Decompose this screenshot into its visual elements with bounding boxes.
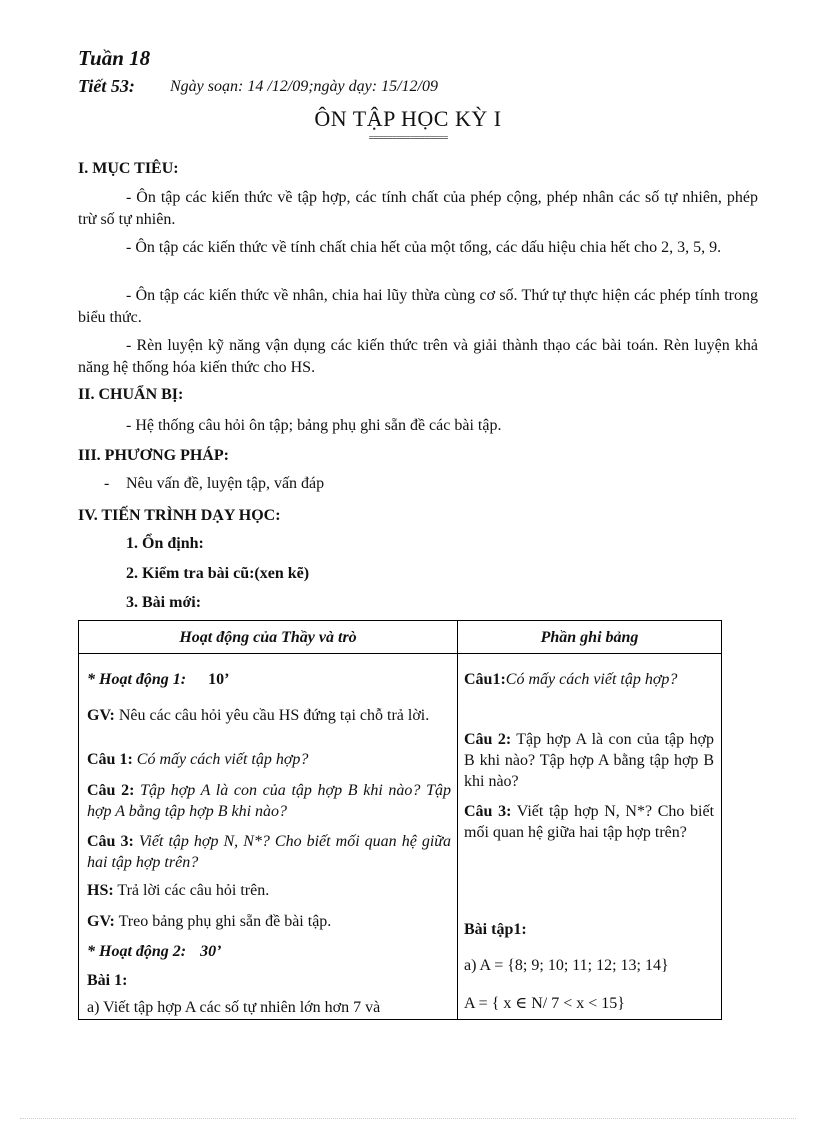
objective-item: - Ôn tập các kiến thức về tập hợp, các tính chất của phép cộng, phép nhân các số tự nhiên, phép trừ số tự nhiên.	[78, 189, 758, 228]
title-underline: =================	[368, 133, 448, 144]
question-text: Viết tập hợp N, N*? Cho biết mối quan hệ giữa hai tập hợp trên?	[87, 833, 451, 871]
activity-2-line	[87, 941, 451, 962]
question-label: Câu 3:	[464, 803, 512, 820]
teacher-instruction-2	[87, 911, 451, 932]
bai1-label: Bài 1:	[87, 972, 128, 989]
lesson-table	[78, 620, 722, 1020]
gv-text: Treo bảng phụ ghi sẵn đề bài tập.	[118, 913, 332, 930]
question-label: Câu 2:	[87, 782, 135, 799]
exercise-1-part-a: a) Viết tập hợp A các số tự nhiên lớn hơn 7 và	[87, 999, 381, 1016]
gv-label: GV:	[87, 707, 115, 724]
step-stabilize: 1. Ổn định:	[126, 535, 204, 552]
question-label: Câu1:	[464, 671, 506, 688]
activity-2-label: * Hoạt động 2:	[87, 943, 187, 960]
step-new-lesson: 3. Bài mới:	[126, 594, 202, 611]
board-answer-a: a) A = {8; 9; 10; 11; 12; 13; 14}	[464, 957, 669, 974]
preparation-item: - Hệ thống câu hỏi ôn tập; bảng phụ ghi sẵn đề các bài tập.	[126, 417, 502, 434]
lesson-label: Tiết 53:	[78, 76, 135, 96]
table-header-divider	[79, 653, 721, 654]
table-column-divider	[457, 621, 458, 1019]
board-exercise-label: Bài tập1:	[464, 921, 527, 938]
question-text: Có mấy cách viết tập hợp?	[136, 751, 309, 768]
question-3	[87, 831, 451, 873]
question-label: Câu 2:	[464, 731, 512, 748]
board-question-1	[464, 669, 714, 690]
exercise-1-label	[87, 970, 451, 991]
question-text: Tập hợp A là con của tập hợp B khi nào? Tập hợp A bằng tập hợp B khi nào?	[87, 782, 451, 820]
activity-1-line	[87, 669, 451, 690]
section-heading-objectives: I. MỤC TIÊU:	[78, 160, 179, 177]
section-heading-preparation: II. CHUẨN BỊ:	[78, 386, 184, 403]
step-review-label: 2. Kiểm tra bài cũ:	[126, 565, 255, 582]
step-review-note: (xen kẽ)	[254, 565, 310, 582]
section-heading-method: III. PHƯƠNG PHÁP:	[78, 447, 229, 464]
question-text: Tập hợp A là con của tập hợp B khi nào? Tập hợp A bằng tập hợp B khi nào?	[464, 731, 714, 790]
activity-1-label: * Hoạt động 1:	[87, 671, 187, 688]
page-title: ÔN TẬP HỌC KỲ I	[314, 106, 502, 131]
student-answer	[87, 880, 451, 901]
page-bottom-divider	[20, 1118, 796, 1119]
question-label: Câu 3:	[87, 833, 134, 850]
section-heading-process: IV. TIẾN TRÌNH DẠY HỌC:	[78, 507, 281, 524]
activity-2-time: 30’	[200, 943, 222, 960]
teacher-instruction-1	[87, 705, 451, 726]
question-text: Có mấy cách viết tập hợp?	[505, 671, 678, 688]
gv-label: GV:	[87, 913, 115, 930]
question-text: Viết tập hợp N, N*? Cho biết mối quan hệ giữa hai tập hợp trên?	[464, 803, 715, 841]
board-question-3	[464, 801, 714, 843]
method-item: Nêu vấn đề, luyện tập, vấn đáp	[126, 475, 325, 492]
hs-label: HS:	[87, 882, 114, 899]
board-answer-a-set-builder: A = { x ∈ N/ 7 < x < 15}	[464, 995, 625, 1012]
question-1	[87, 749, 451, 770]
board-question-2	[464, 729, 714, 792]
objective-item: - Ôn tập các kiến thức về tính chất chia hết của một tổng, các dấu hiệu chia hết cho 2, 3, 5, 9.	[126, 239, 722, 256]
question-2	[87, 780, 451, 822]
table-header-board: Phần ghi bảng	[540, 629, 639, 646]
dates-line: Ngày soạn: 14 /12/09;ngày dạy: 15/12/09	[170, 78, 438, 95]
hs-text: Trả lời các câu hỏi trên.	[117, 882, 270, 899]
week-label: Tuần 18	[78, 46, 151, 70]
objective-item: - Rèn luyện kỹ năng vận dụng các kiến thức trên và giải thành thạo các bài toán. Rèn luyện khả năng hệ thống hóa kiến thức cho HS.	[78, 337, 758, 376]
question-label: Câu 1:	[87, 751, 133, 768]
activity-1-time: 10’	[208, 671, 230, 688]
bullet-dash: -	[104, 475, 110, 492]
table-header-activities: Hoạt động của Thầy và trò	[179, 629, 357, 646]
objective-item: - Ôn tập các kiến thức về nhân, chia hai lũy thừa cùng cơ số. Thứ tự thực hiện các phép tính trong biểu thức.	[78, 287, 758, 326]
gv-text: Nêu các câu hỏi yêu cầu HS đứng tại chỗ trả lời.	[118, 707, 430, 724]
step-review	[126, 565, 309, 583]
